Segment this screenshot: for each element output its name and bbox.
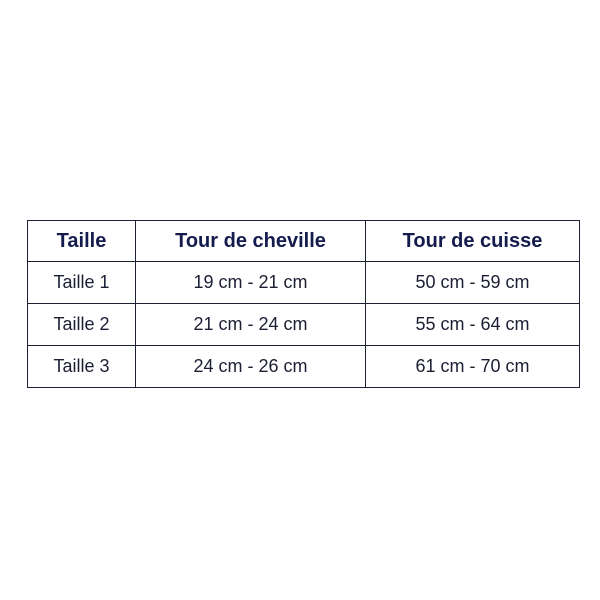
size-cell: Taille 2 xyxy=(28,304,136,346)
thigh-cell: 61 cm - 70 cm xyxy=(366,346,580,388)
ankle-cell: 19 cm - 21 cm xyxy=(136,262,366,304)
header-thigh-circumference: Tour de cuisse xyxy=(366,221,580,262)
thigh-cell: 50 cm - 59 cm xyxy=(366,262,580,304)
thigh-cell: 55 cm - 64 cm xyxy=(366,304,580,346)
table-body xyxy=(28,262,580,388)
header-row xyxy=(28,221,580,262)
ankle-cell: 24 cm - 26 cm xyxy=(136,346,366,388)
table-row xyxy=(28,304,580,346)
table-row xyxy=(28,346,580,388)
header-size: Taille xyxy=(28,221,136,262)
header-ankle-circumference: Tour de cheville xyxy=(136,221,366,262)
size-chart-table xyxy=(27,220,580,388)
size-cell: Taille 1 xyxy=(28,262,136,304)
table-row xyxy=(28,262,580,304)
size-cell: Taille 3 xyxy=(28,346,136,388)
table-header xyxy=(28,221,580,262)
ankle-cell: 21 cm - 24 cm xyxy=(136,304,366,346)
